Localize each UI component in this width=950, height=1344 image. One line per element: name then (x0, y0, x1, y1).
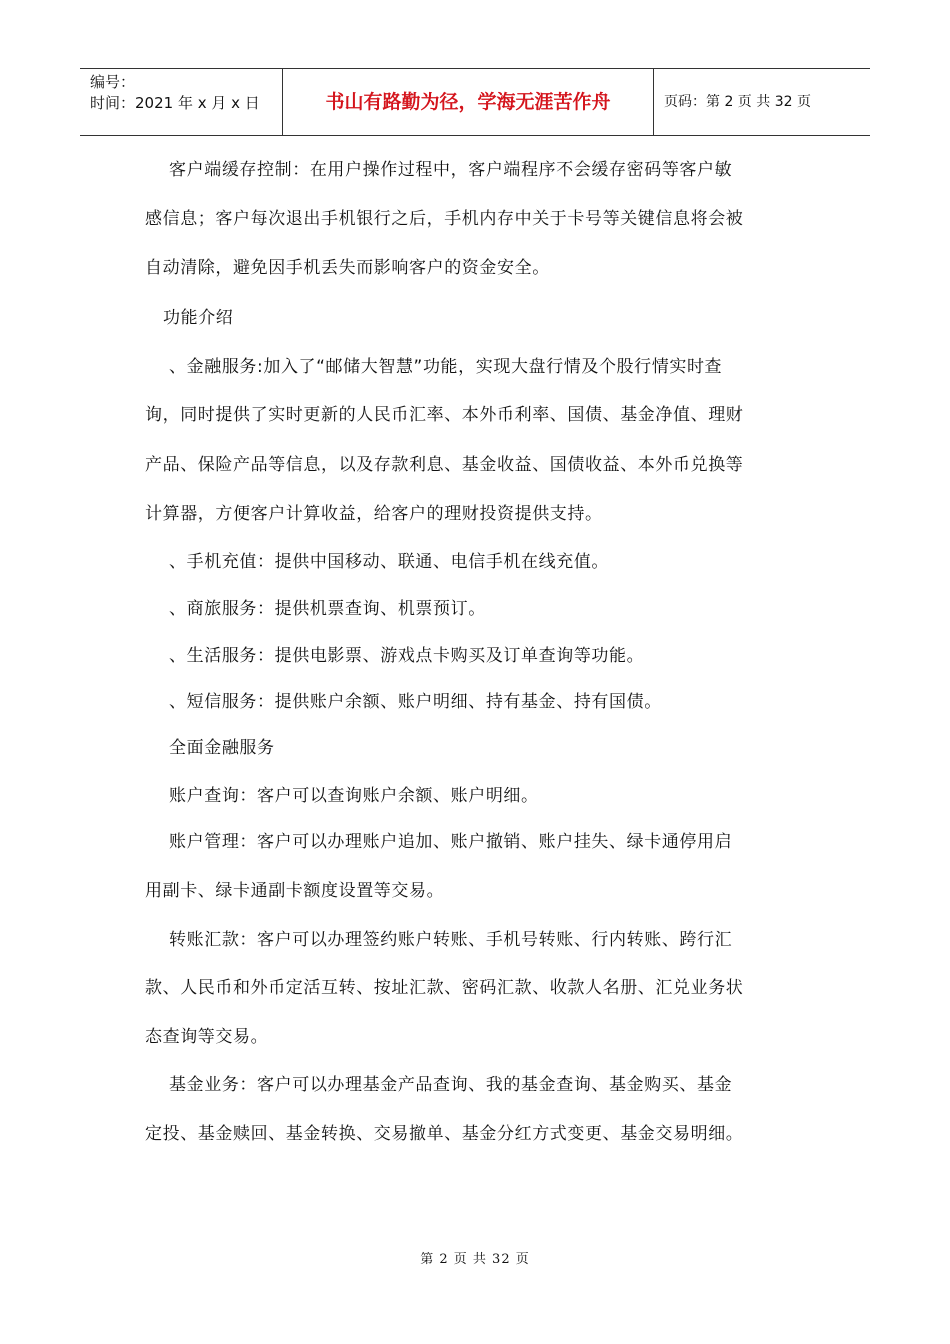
body-line: 、商旅服务：提供机票查询、机票预订。 (145, 599, 486, 619)
body-line: 产品、保险产品等信息，以及存款利息、基金收益、国债收益、本外币兑换等 (145, 455, 744, 475)
body-line: 感信息；客户每次退出手机银行之后，手机内存中关于卡号等关键信息将会被 (145, 209, 744, 229)
header-time-label: 时间：2021 年 x 月 x 日 (90, 94, 260, 112)
body-line: 、生活服务：提供电影票、游戏点卡购买及订单查询等功能。 (145, 646, 645, 666)
body-line: 客户端缓存控制：在用户操作过程中，客户端程序不会缓存密码等客户敏 (145, 160, 733, 180)
body-line: 转账汇款：客户可以办理签约账户转账、手机号转账、行内转账、跨行汇 (145, 930, 733, 950)
header-motto: 书山有路勤为径，学海无涯苦作舟 (283, 69, 654, 135)
body-line: 款、人民币和外币定活互转、按址汇款、密码汇款、收款人名册、汇兑业务状 (145, 978, 744, 998)
body-line: 、短信服务：提供账户余额、账户明细、持有基金、持有国债。 (145, 692, 662, 712)
section-heading: 功能介绍 (145, 308, 234, 328)
body-line: 自动清除，避免因手机丢失而影响客户的资金安全。 (145, 258, 550, 278)
body-line: 基金业务：客户可以办理基金产品查询、我的基金查询、基金购买、基金 (145, 1075, 733, 1095)
body-line: 用副卡、绿卡通副卡额度设置等交易。 (145, 881, 445, 901)
body-line: 、手机充值：提供中国移动、联通、电信手机在线充值。 (145, 552, 610, 572)
header-number-label: 编号： (90, 73, 136, 91)
body-line: 账户查询：客户可以查询账户余额、账户明细。 (145, 786, 539, 806)
header-meta (80, 69, 283, 135)
page-footer: 第 2 页 共 32 页 (420, 1252, 530, 1267)
section-heading: 全面金融服务 (145, 738, 275, 758)
header-page-info: 页码：第 2 页 共 32 页 (664, 94, 811, 110)
body-line: 计算器，方便客户计算收益，给客户的理财投资提供支持。 (145, 504, 603, 524)
body-line: 账户管理：客户可以办理账户追加、账户撤销、账户挂失、绿卡通停用启 (145, 832, 733, 852)
body-line: 定投、基金赎回、基金转换、交易撤单、基金分红方式变更、基金交易明细。 (145, 1124, 744, 1144)
body-line: 态查询等交易。 (145, 1027, 269, 1047)
body-line: 询，同时提供了实时更新的人民币汇率、本外币利率、国债、基金净值、理财 (145, 405, 744, 425)
page-header (80, 68, 870, 136)
body-line: 、金融服务:加入了“邮储大智慧”功能，实现大盘行情及个股行情实时查 (145, 357, 723, 377)
